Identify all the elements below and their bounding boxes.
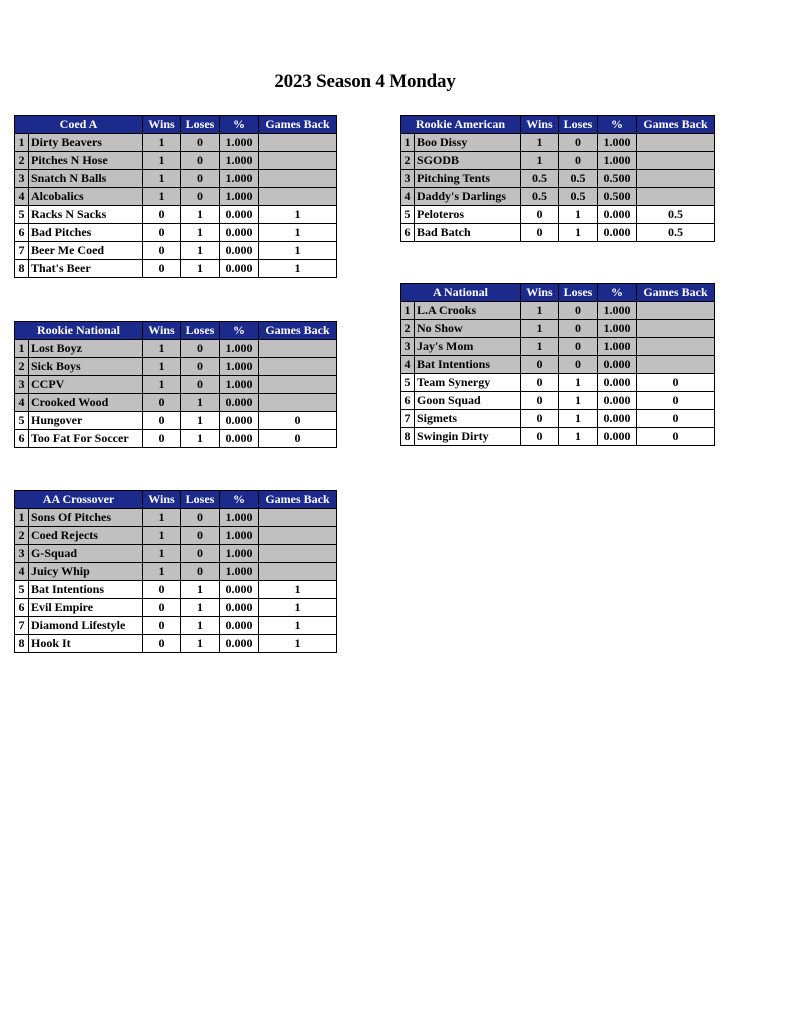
loses-cell: 0.5	[559, 170, 598, 188]
pct-cell: 0.500	[598, 170, 637, 188]
rank-cell: 7	[15, 242, 29, 260]
team-name-cell: Juicy Whip	[29, 563, 143, 581]
table-row	[15, 527, 337, 545]
loses-cell: 0	[181, 563, 220, 581]
loses-cell: 0	[181, 527, 220, 545]
rank-cell: 4	[15, 188, 29, 206]
team-name-cell: G-Squad	[29, 545, 143, 563]
loses-header: Loses	[559, 284, 598, 302]
loses-cell: 0	[181, 340, 220, 358]
pct-cell: 0.000	[598, 392, 637, 410]
pct-header: %	[220, 322, 259, 340]
standings-table-coed-a	[14, 115, 337, 278]
division-name-header: Coed A	[15, 116, 143, 134]
rank-cell: 5	[401, 206, 415, 224]
games-back-cell: 0	[637, 374, 715, 392]
loses-cell: 0	[181, 152, 220, 170]
wins-cell: 1	[143, 170, 181, 188]
table-row	[401, 374, 715, 392]
wins-cell: 0	[521, 206, 559, 224]
loses-cell: 0	[181, 188, 220, 206]
games-back-cell	[259, 340, 337, 358]
table-header-row	[401, 116, 715, 134]
games-back-cell: 1	[259, 224, 337, 242]
rank-cell: 6	[401, 392, 415, 410]
wins-cell: 1	[521, 338, 559, 356]
loses-cell: 0	[181, 358, 220, 376]
wins-cell: 1	[521, 152, 559, 170]
rank-cell: 2	[401, 320, 415, 338]
team-name-cell: Sons Of Pitches	[29, 509, 143, 527]
table-row	[15, 394, 337, 412]
rank-cell: 1	[15, 340, 29, 358]
games-back-header: Games Back	[637, 284, 715, 302]
wins-cell: 1	[143, 358, 181, 376]
wins-cell: 1	[143, 152, 181, 170]
wins-cell: 0	[521, 428, 559, 446]
team-name-cell: Pitching Tents	[415, 170, 521, 188]
games-back-header: Games Back	[259, 116, 337, 134]
rank-cell: 7	[15, 617, 29, 635]
wins-cell: 0	[143, 617, 181, 635]
pct-cell: 1.000	[220, 170, 259, 188]
pct-cell: 1.000	[220, 340, 259, 358]
wins-header: Wins	[143, 491, 181, 509]
pct-cell: 1.000	[598, 338, 637, 356]
loses-cell: 0	[559, 152, 598, 170]
team-name-cell: Lost Boyz	[29, 340, 143, 358]
pct-cell: 0.000	[598, 224, 637, 242]
rank-cell: 1	[401, 302, 415, 320]
team-name-cell: Dirty Beavers	[29, 134, 143, 152]
table-row	[15, 260, 337, 278]
table-row	[15, 340, 337, 358]
loses-header: Loses	[181, 491, 220, 509]
team-name-cell: Coed Rejects	[29, 527, 143, 545]
games-back-cell: 0	[637, 392, 715, 410]
table-row	[401, 152, 715, 170]
pct-cell: 0.000	[220, 599, 259, 617]
wins-cell: 1	[143, 376, 181, 394]
wins-cell: 0	[143, 394, 181, 412]
wins-cell: 0	[521, 392, 559, 410]
table-row	[401, 188, 715, 206]
team-name-cell: Bat Intentions	[29, 581, 143, 599]
standings-table-rookie-national	[14, 321, 337, 448]
pct-cell: 0.000	[220, 617, 259, 635]
loses-cell: 1	[559, 410, 598, 428]
pct-cell: 0.000	[220, 430, 259, 448]
games-back-cell: 1	[259, 581, 337, 599]
pct-cell: 1.000	[220, 152, 259, 170]
wins-cell: 0	[521, 374, 559, 392]
table-row	[401, 134, 715, 152]
loses-cell: 1	[559, 206, 598, 224]
loses-cell: 1	[181, 224, 220, 242]
pct-cell: 1.000	[598, 302, 637, 320]
pct-cell: 1.000	[220, 134, 259, 152]
page-title: 2023 Season 4 Monday	[274, 71, 456, 92]
loses-cell: 1	[181, 635, 220, 653]
table-row	[15, 617, 337, 635]
pct-cell: 0.000	[598, 206, 637, 224]
wins-cell: 0	[521, 410, 559, 428]
team-name-cell: Alcobalics	[29, 188, 143, 206]
table-row	[15, 224, 337, 242]
wins-header: Wins	[521, 116, 559, 134]
wins-cell: 0.5	[521, 188, 559, 206]
wins-cell: 0	[143, 260, 181, 278]
rank-cell: 1	[401, 134, 415, 152]
table-row	[15, 358, 337, 376]
loses-cell: 1	[181, 599, 220, 617]
pct-cell: 0.000	[220, 224, 259, 242]
team-name-cell: CCPV	[29, 376, 143, 394]
pct-cell: 1.000	[598, 134, 637, 152]
rank-cell: 6	[15, 599, 29, 617]
team-name-cell: Jay's Mom	[415, 338, 521, 356]
games-back-cell: 1	[259, 206, 337, 224]
rank-cell: 1	[15, 509, 29, 527]
games-back-header: Games Back	[259, 491, 337, 509]
table-row	[401, 410, 715, 428]
wins-header: Wins	[143, 322, 181, 340]
rank-cell: 3	[401, 338, 415, 356]
standings-table-a-national	[400, 283, 715, 446]
division-name-header: Rookie American	[401, 116, 521, 134]
loses-cell: 0.5	[559, 188, 598, 206]
table-row	[401, 338, 715, 356]
loses-cell: 1	[181, 617, 220, 635]
games-back-cell: 1	[259, 242, 337, 260]
loses-cell: 1	[559, 392, 598, 410]
table-header-row	[15, 491, 337, 509]
games-back-cell	[259, 563, 337, 581]
pct-cell: 0.000	[598, 356, 637, 374]
rank-cell: 2	[401, 152, 415, 170]
games-back-cell	[637, 302, 715, 320]
loses-cell: 0	[559, 338, 598, 356]
wins-cell: 0	[143, 242, 181, 260]
table-row	[15, 134, 337, 152]
table-header-row	[401, 284, 715, 302]
pct-cell: 1.000	[220, 358, 259, 376]
rank-cell: 8	[15, 635, 29, 653]
rank-cell: 5	[15, 206, 29, 224]
wins-cell: 0	[143, 430, 181, 448]
loses-cell: 1	[181, 206, 220, 224]
wins-cell: 0	[143, 581, 181, 599]
rank-cell: 2	[15, 358, 29, 376]
wins-cell: 0	[143, 206, 181, 224]
team-name-cell: That's Beer	[29, 260, 143, 278]
wins-cell: 0	[143, 412, 181, 430]
wins-cell: 1	[143, 188, 181, 206]
table-row	[15, 412, 337, 430]
table-row	[15, 206, 337, 224]
rank-cell: 4	[15, 563, 29, 581]
rank-cell: 3	[15, 376, 29, 394]
wins-cell: 0.5	[521, 170, 559, 188]
team-name-cell: Daddy's Darlings	[415, 188, 521, 206]
pct-cell: 0.000	[220, 206, 259, 224]
wins-header: Wins	[143, 116, 181, 134]
pct-cell: 0.000	[220, 581, 259, 599]
loses-cell: 0	[181, 545, 220, 563]
wins-cell: 1	[143, 527, 181, 545]
games-back-cell: 0	[637, 428, 715, 446]
pct-cell: 1.000	[220, 509, 259, 527]
table-row	[401, 170, 715, 188]
games-back-cell	[637, 338, 715, 356]
table-row	[15, 509, 337, 527]
rank-cell: 5	[15, 412, 29, 430]
pct-cell: 0.500	[598, 188, 637, 206]
table-row	[15, 376, 337, 394]
table-row	[401, 224, 715, 242]
table-row	[15, 563, 337, 581]
pct-cell: 0.000	[220, 260, 259, 278]
pct-cell: 0.000	[598, 374, 637, 392]
standings-table-rookie-american	[400, 115, 715, 242]
loses-cell: 1	[559, 374, 598, 392]
team-name-cell: SGODB	[415, 152, 521, 170]
games-back-header: Games Back	[259, 322, 337, 340]
games-back-cell: 0.5	[637, 224, 715, 242]
games-back-header: Games Back	[637, 116, 715, 134]
table-header-row	[15, 116, 337, 134]
games-back-cell	[259, 358, 337, 376]
rank-cell: 5	[15, 581, 29, 599]
pct-cell: 1.000	[598, 320, 637, 338]
rank-cell: 4	[15, 394, 29, 412]
games-back-cell	[637, 170, 715, 188]
loses-cell: 1	[181, 394, 220, 412]
loses-cell: 0	[181, 134, 220, 152]
pct-cell: 0.000	[220, 412, 259, 430]
loses-cell: 1	[559, 224, 598, 242]
pct-cell: 0.000	[220, 242, 259, 260]
loses-cell: 0	[559, 356, 598, 374]
team-name-cell: Hook It	[29, 635, 143, 653]
team-name-cell: Hungover	[29, 412, 143, 430]
pct-cell: 1.000	[220, 563, 259, 581]
loses-cell: 0	[181, 509, 220, 527]
table-row	[15, 545, 337, 563]
table-row	[401, 206, 715, 224]
table-row	[15, 430, 337, 448]
team-name-cell: Goon Squad	[415, 392, 521, 410]
rank-cell: 4	[401, 188, 415, 206]
standings-table-aa-crossover	[14, 490, 337, 653]
games-back-cell: 0	[259, 430, 337, 448]
team-name-cell: Peloteros	[415, 206, 521, 224]
table-row	[401, 356, 715, 374]
rank-cell: 1	[15, 134, 29, 152]
pct-header: %	[598, 284, 637, 302]
team-name-cell: Bad Batch	[415, 224, 521, 242]
division-name-header: Rookie National	[15, 322, 143, 340]
games-back-cell: 0.5	[637, 206, 715, 224]
loses-cell: 0	[181, 376, 220, 394]
wins-cell: 1	[521, 302, 559, 320]
games-back-cell: 1	[259, 635, 337, 653]
wins-cell: 1	[143, 509, 181, 527]
team-name-cell: Pitches N Hose	[29, 152, 143, 170]
rank-cell: 3	[401, 170, 415, 188]
pct-cell: 1.000	[220, 527, 259, 545]
team-name-cell: No Show	[415, 320, 521, 338]
team-name-cell: L.A Crooks	[415, 302, 521, 320]
wins-header: Wins	[521, 284, 559, 302]
games-back-cell: 1	[259, 260, 337, 278]
pct-header: %	[598, 116, 637, 134]
team-name-cell: Racks N Sacks	[29, 206, 143, 224]
table-row	[401, 392, 715, 410]
games-back-cell	[259, 545, 337, 563]
rank-cell: 3	[15, 545, 29, 563]
games-back-cell	[637, 320, 715, 338]
loses-cell: 0	[559, 320, 598, 338]
games-back-cell	[259, 170, 337, 188]
wins-cell: 1	[143, 134, 181, 152]
team-name-cell: Boo Dissy	[415, 134, 521, 152]
games-back-cell	[637, 188, 715, 206]
pct-cell: 1.000	[220, 376, 259, 394]
games-back-cell	[259, 527, 337, 545]
wins-cell: 1	[143, 545, 181, 563]
loses-header: Loses	[559, 116, 598, 134]
games-back-cell	[259, 134, 337, 152]
wins-cell: 1	[143, 563, 181, 581]
rank-cell: 4	[401, 356, 415, 374]
rank-cell: 5	[401, 374, 415, 392]
loses-cell: 1	[559, 428, 598, 446]
pct-cell: 0.000	[220, 394, 259, 412]
loses-cell: 1	[181, 581, 220, 599]
loses-cell: 1	[181, 412, 220, 430]
games-back-cell	[259, 509, 337, 527]
team-name-cell: Snatch N Balls	[29, 170, 143, 188]
pct-header: %	[220, 491, 259, 509]
rank-cell: 6	[15, 224, 29, 242]
table-row	[401, 302, 715, 320]
games-back-cell	[259, 376, 337, 394]
rank-cell: 7	[401, 410, 415, 428]
table-row	[15, 152, 337, 170]
table-row	[15, 188, 337, 206]
games-back-cell: 1	[259, 599, 337, 617]
loses-header: Loses	[181, 322, 220, 340]
pct-cell: 0.000	[598, 410, 637, 428]
games-back-cell	[637, 152, 715, 170]
team-name-cell: Swingin Dirty	[415, 428, 521, 446]
games-back-cell	[259, 394, 337, 412]
pct-cell: 0.000	[220, 635, 259, 653]
loses-cell: 1	[181, 430, 220, 448]
team-name-cell: Beer Me Coed	[29, 242, 143, 260]
loses-cell: 0	[559, 134, 598, 152]
team-name-cell: Sigmets	[415, 410, 521, 428]
team-name-cell: Bat Intentions	[415, 356, 521, 374]
games-back-cell	[637, 134, 715, 152]
table-row	[15, 581, 337, 599]
table-row	[15, 170, 337, 188]
games-back-cell	[637, 356, 715, 374]
wins-cell: 0	[143, 599, 181, 617]
team-name-cell: Team Synergy	[415, 374, 521, 392]
games-back-cell: 1	[259, 617, 337, 635]
pct-header: %	[220, 116, 259, 134]
table-row	[15, 635, 337, 653]
pct-cell: 1.000	[220, 188, 259, 206]
team-name-cell: Diamond Lifestyle	[29, 617, 143, 635]
rank-cell: 2	[15, 152, 29, 170]
rank-cell: 8	[15, 260, 29, 278]
wins-cell: 0	[521, 224, 559, 242]
wins-cell: 0	[521, 356, 559, 374]
rank-cell: 8	[401, 428, 415, 446]
table-header-row	[15, 322, 337, 340]
loses-cell: 1	[181, 242, 220, 260]
loses-cell: 0	[181, 170, 220, 188]
division-name-header: A National	[401, 284, 521, 302]
wins-cell: 1	[521, 134, 559, 152]
pct-cell: 0.000	[598, 428, 637, 446]
loses-cell: 0	[559, 302, 598, 320]
rank-cell: 6	[401, 224, 415, 242]
games-back-cell: 0	[259, 412, 337, 430]
table-row	[15, 599, 337, 617]
division-name-header: AA Crossover	[15, 491, 143, 509]
loses-cell: 1	[181, 260, 220, 278]
games-back-cell	[259, 152, 337, 170]
team-name-cell: Evil Empire	[29, 599, 143, 617]
games-back-cell	[259, 188, 337, 206]
wins-cell: 0	[143, 224, 181, 242]
loses-header: Loses	[181, 116, 220, 134]
team-name-cell: Too Fat For Soccer	[29, 430, 143, 448]
table-row	[401, 320, 715, 338]
wins-cell: 1	[521, 320, 559, 338]
team-name-cell: Sick Boys	[29, 358, 143, 376]
wins-cell: 0	[143, 635, 181, 653]
table-row	[15, 242, 337, 260]
pct-cell: 1.000	[220, 545, 259, 563]
rank-cell: 3	[15, 170, 29, 188]
games-back-cell: 0	[637, 410, 715, 428]
wins-cell: 1	[143, 340, 181, 358]
rank-cell: 2	[15, 527, 29, 545]
table-row	[401, 428, 715, 446]
pct-cell: 1.000	[598, 152, 637, 170]
team-name-cell: Crooked Wood	[29, 394, 143, 412]
rank-cell: 6	[15, 430, 29, 448]
team-name-cell: Bad Pitches	[29, 224, 143, 242]
